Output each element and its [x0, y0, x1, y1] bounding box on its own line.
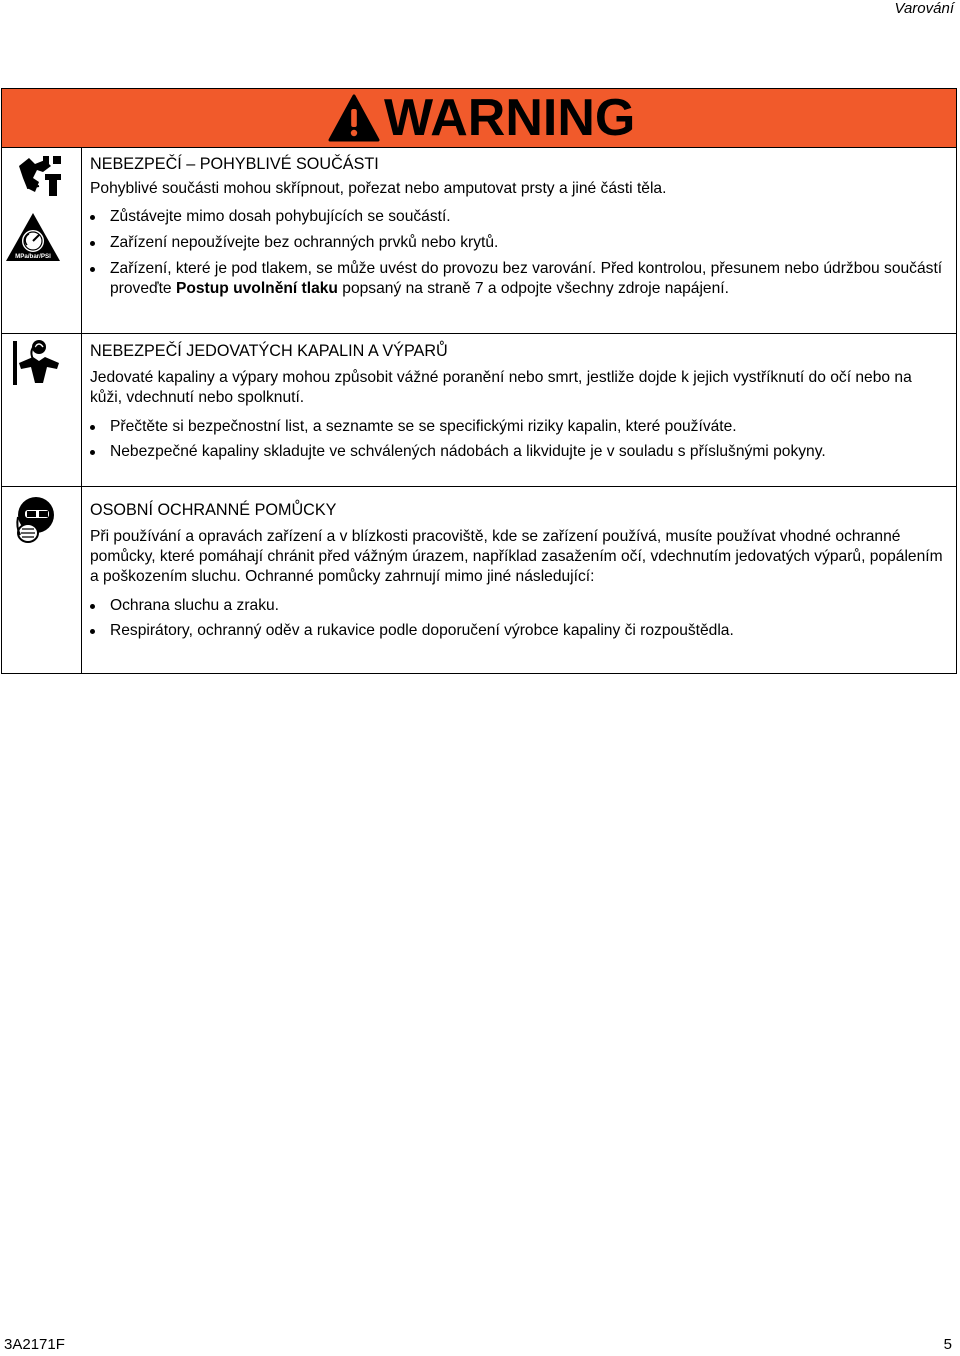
bullet-text: popsaný na straně 7 a odpojte všechny zdroje napájení.: [337, 280, 729, 297]
list-item: Přečtěte si bezpečnostní list, a seznamte se se specifickými riziky kapalin, které používáte.: [90, 417, 944, 437]
bullet-text: Zařízení, které je pod tlakem, se může uvést do provozu bez varování. Před kontrolou, přesunem nebo údržbou součástí proveďte: [110, 260, 943, 297]
page-number: 5: [943, 1336, 952, 1353]
running-head: Varování: [894, 0, 954, 17]
list-item: Respirátory, ochranný oděv a rukavice podle doporučení výrobce kapaliny či rozpouštědla.: [90, 621, 944, 641]
section-heading: NEBEZPEČÍ – POHYBLIVÉ SOUČÁSTI: [90, 155, 379, 173]
bullet-list: [90, 417, 944, 462]
section-heading: OSOBNÍ OCHRANNÉ POMŮCKY: [90, 501, 337, 519]
procedure-reference: Postup uvolnění tlaku: [175, 280, 338, 297]
warning-title: WARNING: [384, 89, 636, 147]
section-intro: Při používání a opravách zařízení a v blízkosti pracoviště, kde se zařízení používá, musíte používat vhodné ochranné pomůcky, které pomáhají chránit před vážným úrazem, například zasažením očí, vdechnutím jedovatých výparů, popálením a poškozením sluchu. Ochranné pomůcky zahrnují mimo jiné následující:: [90, 528, 943, 585]
bullet-list: [90, 596, 944, 641]
list-item: Zařízení nepoužívejte bez ochranných prvků nebo krytů.: [90, 233, 944, 253]
document-number: 3A2171F: [4, 1336, 65, 1353]
warning-banner: [2, 89, 956, 148]
list-item: Ochrana sluchu a zraku.: [90, 596, 944, 616]
gauge-label: MPa/bar/PSI: [15, 253, 51, 260]
section-intro: Jedovaté kapaliny a výpary mohou způsobit vážné poranění nebo smrt, jestliže dojde k jejich vystříknutí do očí nebo na kůži, vdechnutí nebo spolknutí.: [90, 369, 912, 406]
section-protective-equipment: [90, 500, 944, 641]
protective-equipment-icon: [14, 495, 58, 543]
list-item: Zůstávejte mimo dosah pohybujících se součástí.: [90, 207, 944, 227]
moving-parts-icon: [15, 152, 65, 200]
warning-triangle-icon: [328, 94, 380, 142]
toxic-fumes-icon: [13, 337, 65, 385]
bullet-list: [90, 207, 944, 299]
warning-box: [1, 88, 957, 674]
row-divider: [2, 333, 956, 334]
pressure-gauge-icon: [4, 211, 62, 263]
list-item: [90, 259, 944, 299]
section-intro: Pohyblivé součásti mohou skřípnout, pořezat nebo amputovat prsty a jiné části těla.: [90, 180, 667, 197]
list-item: Nebezpečné kapaliny skladujte ve schválených nádobách a likvidujte je v souladu s příslušnými pokyny.: [90, 442, 944, 462]
section-heading: NEBEZPEČÍ JEDOVATÝCH KAPALIN A VÝPARŮ: [90, 342, 448, 360]
section-toxic-fluids: [90, 341, 944, 462]
row-divider: [2, 486, 956, 487]
section-moving-parts: [90, 154, 944, 299]
